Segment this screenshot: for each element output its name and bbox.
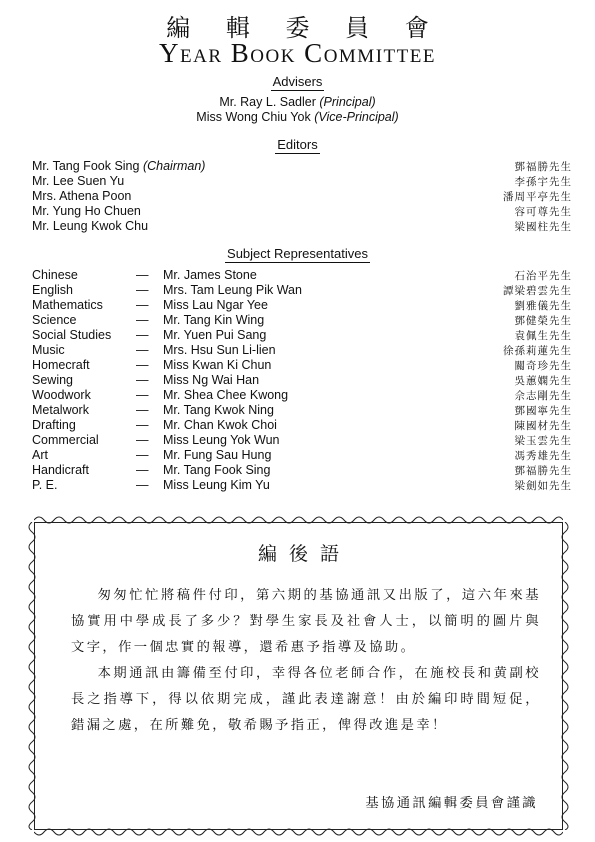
advisers-list (0, 95, 595, 125)
afterword-signature: 基協通訊編輯委員會謹識 (365, 796, 538, 811)
dash: — (136, 283, 149, 297)
subject-representatives-heading (0, 246, 595, 263)
representative-chinese-name: 關奇珍先生 (514, 360, 572, 372)
editor-chinese-name: 容可尊先生 (514, 206, 572, 218)
afterword-body (71, 583, 541, 739)
subject-row (32, 328, 572, 343)
top-wave-border (34, 514, 563, 524)
dash: — (136, 298, 149, 312)
subject-name: Music (32, 343, 65, 357)
dash: — (136, 343, 149, 357)
editor-chinese-name: 梁國柱先生 (514, 221, 572, 233)
editor-row (32, 219, 572, 234)
dash: — (136, 403, 149, 417)
representative-name: Mr. Yuen Pui Sang (163, 328, 267, 342)
subject-name: Commercial (32, 433, 99, 447)
subject-row (32, 418, 572, 433)
editor-name: Mrs. Athena Poon (32, 189, 132, 203)
dash: — (136, 328, 149, 342)
afterword-paragraph: 匆匆忙忙將稿件付印，第六期的基協通訊又出版了，這六年來基協實用中學成長了多少？對學生家長及社會人士，以簡明的圖片與文字，作一個忠實的報導，還希惠予指導及協助。 (71, 588, 541, 655)
adviser-line (0, 110, 595, 125)
subject-representatives-list (32, 268, 572, 493)
chinese-title: 編 輯 委 員 會 (166, 14, 443, 42)
representative-chinese-name: 梁玉雲先生 (514, 435, 572, 447)
editor-role: (Chairman) (142, 159, 206, 173)
dash: — (136, 268, 149, 282)
representative-name: Miss Ng Wai Han (163, 373, 260, 387)
subject-representatives-heading-text: Subject Representatives (227, 246, 368, 261)
right-wave-border (561, 522, 571, 830)
editors-list (32, 159, 572, 234)
adviser-role: (Vice-Principal) (314, 110, 399, 124)
subject-name: Handicraft (32, 463, 89, 477)
subject-row (32, 283, 572, 298)
english-title: Year Book Committee (159, 38, 436, 68)
editor-row (32, 204, 572, 219)
representative-name: Miss Kwan Ki Chun (163, 358, 272, 372)
subject-name: Mathematics (32, 298, 103, 312)
subject-name: English (32, 283, 73, 297)
dash: — (136, 463, 149, 477)
representative-chinese-name: 譚梁碧雲先生 (503, 285, 572, 297)
left-wave-border (26, 522, 36, 830)
representative-name: Miss Lau Ngar Yee (163, 298, 268, 312)
editor-name: Mr. Tang Fook Sing (32, 159, 140, 173)
adviser-name: Miss Wong Chiu Yok (196, 110, 311, 124)
subject-name: Social Studies (32, 328, 112, 342)
dash: — (136, 358, 149, 372)
subject-row (32, 343, 572, 358)
representative-name: Mr. Tang Fook Sing (163, 463, 271, 477)
advisers-heading (0, 74, 595, 91)
editor-name: Mr. Leung Kwok Chu (32, 219, 149, 233)
representative-name: Miss Leung Yok Wun (163, 433, 280, 447)
subject-name: Homecraft (32, 358, 90, 372)
subject-row (32, 478, 572, 493)
representative-name: Mrs. Hsu Sun Li-lien (163, 343, 276, 357)
dash: — (136, 433, 149, 447)
editor-chinese-name: 鄧福勝先生 (514, 161, 572, 173)
bottom-wave-border (34, 828, 563, 838)
editor-name: Mr. Lee Suen Yu (32, 174, 125, 188)
subject-row (32, 448, 572, 463)
dash: — (136, 388, 149, 402)
editor-chinese-name: 潘周平亭先生 (503, 191, 572, 203)
subject-name: P. E. (32, 478, 58, 492)
subject-row (32, 403, 572, 418)
representative-chinese-name: 徐孫莉蓮先生 (503, 345, 572, 357)
dash: — (136, 373, 149, 387)
subject-row (32, 298, 572, 313)
editors-heading-text: Editors (277, 137, 318, 152)
subject-row (32, 313, 572, 328)
dash: — (136, 313, 149, 327)
editor-row (32, 189, 572, 204)
representative-chinese-name: 鄧健榮先生 (514, 315, 572, 327)
dash: — (136, 418, 149, 432)
subject-row (32, 388, 572, 403)
representative-chinese-name: 石治平先生 (514, 270, 572, 282)
representative-chinese-name: 鄧福勝先生 (514, 465, 572, 477)
adviser-line (0, 95, 595, 110)
representative-chinese-name: 吳蕙嫻先生 (514, 375, 572, 387)
representative-name: Mrs. Tam Leung Pik Wan (163, 283, 302, 297)
editor-chinese-name: 李孫宇先生 (514, 176, 572, 188)
subject-name: Metalwork (32, 403, 89, 417)
representative-name: Mr. Tang Kin Wing (163, 313, 265, 327)
representative-chinese-name: 佘志剛先生 (514, 390, 572, 402)
editor-name: Mr. Yung Ho Chuen (32, 204, 141, 218)
subject-name: Science (32, 313, 77, 327)
representative-chinese-name: 袁佩生先生 (514, 330, 572, 342)
subject-row (32, 433, 572, 448)
representative-name: Mr. James Stone (163, 268, 257, 282)
representative-name: Miss Leung Kim Yu (163, 478, 270, 492)
subject-name: Drafting (32, 418, 76, 432)
representative-chinese-name: 陳國材先生 (514, 420, 572, 432)
editor-row (32, 159, 572, 174)
subject-name: Woodwork (32, 388, 91, 402)
subject-row (32, 373, 572, 388)
representative-chinese-name: 鄧國寧先生 (514, 405, 572, 417)
dash: — (136, 448, 149, 462)
afterword-box (34, 522, 563, 830)
representative-name: Mr. Shea Chee Kwong (163, 388, 289, 402)
representative-name: Mr. Chan Kwok Choi (163, 418, 277, 432)
representative-chinese-name: 梁劍如先生 (514, 480, 572, 492)
representative-chinese-name: 劉雅儀先生 (514, 300, 572, 312)
representative-name: Mr. Fung Sau Hung (163, 448, 272, 462)
representative-name: Mr. Tang Kwok Ning (163, 403, 274, 417)
advisers-heading-text: Advisers (272, 74, 323, 89)
subject-row (32, 463, 572, 478)
adviser-role: (Principal) (319, 95, 376, 109)
dash: — (136, 478, 149, 492)
afterword-title: 編後語 (257, 543, 351, 565)
representative-chinese-name: 馮秀雄先生 (514, 450, 572, 462)
afterword-paragraph: 本期通訊由籌備至付印，幸得各位老師合作，在施校長和黄副校長之指導下，得以依期完成，謹此表達謝意！由於編印時間短促，錯漏之處，在所難免，敬希賜予指正，俾得改進是幸！ (71, 666, 541, 733)
subject-name: Chinese (32, 268, 78, 282)
subject-row (32, 358, 572, 373)
editors-heading (0, 137, 595, 154)
editor-row (32, 174, 572, 189)
subject-name: Sewing (32, 373, 73, 387)
subject-row (32, 268, 572, 283)
adviser-name: Mr. Ray L. Sadler (219, 95, 316, 109)
subject-name: Art (32, 448, 48, 462)
